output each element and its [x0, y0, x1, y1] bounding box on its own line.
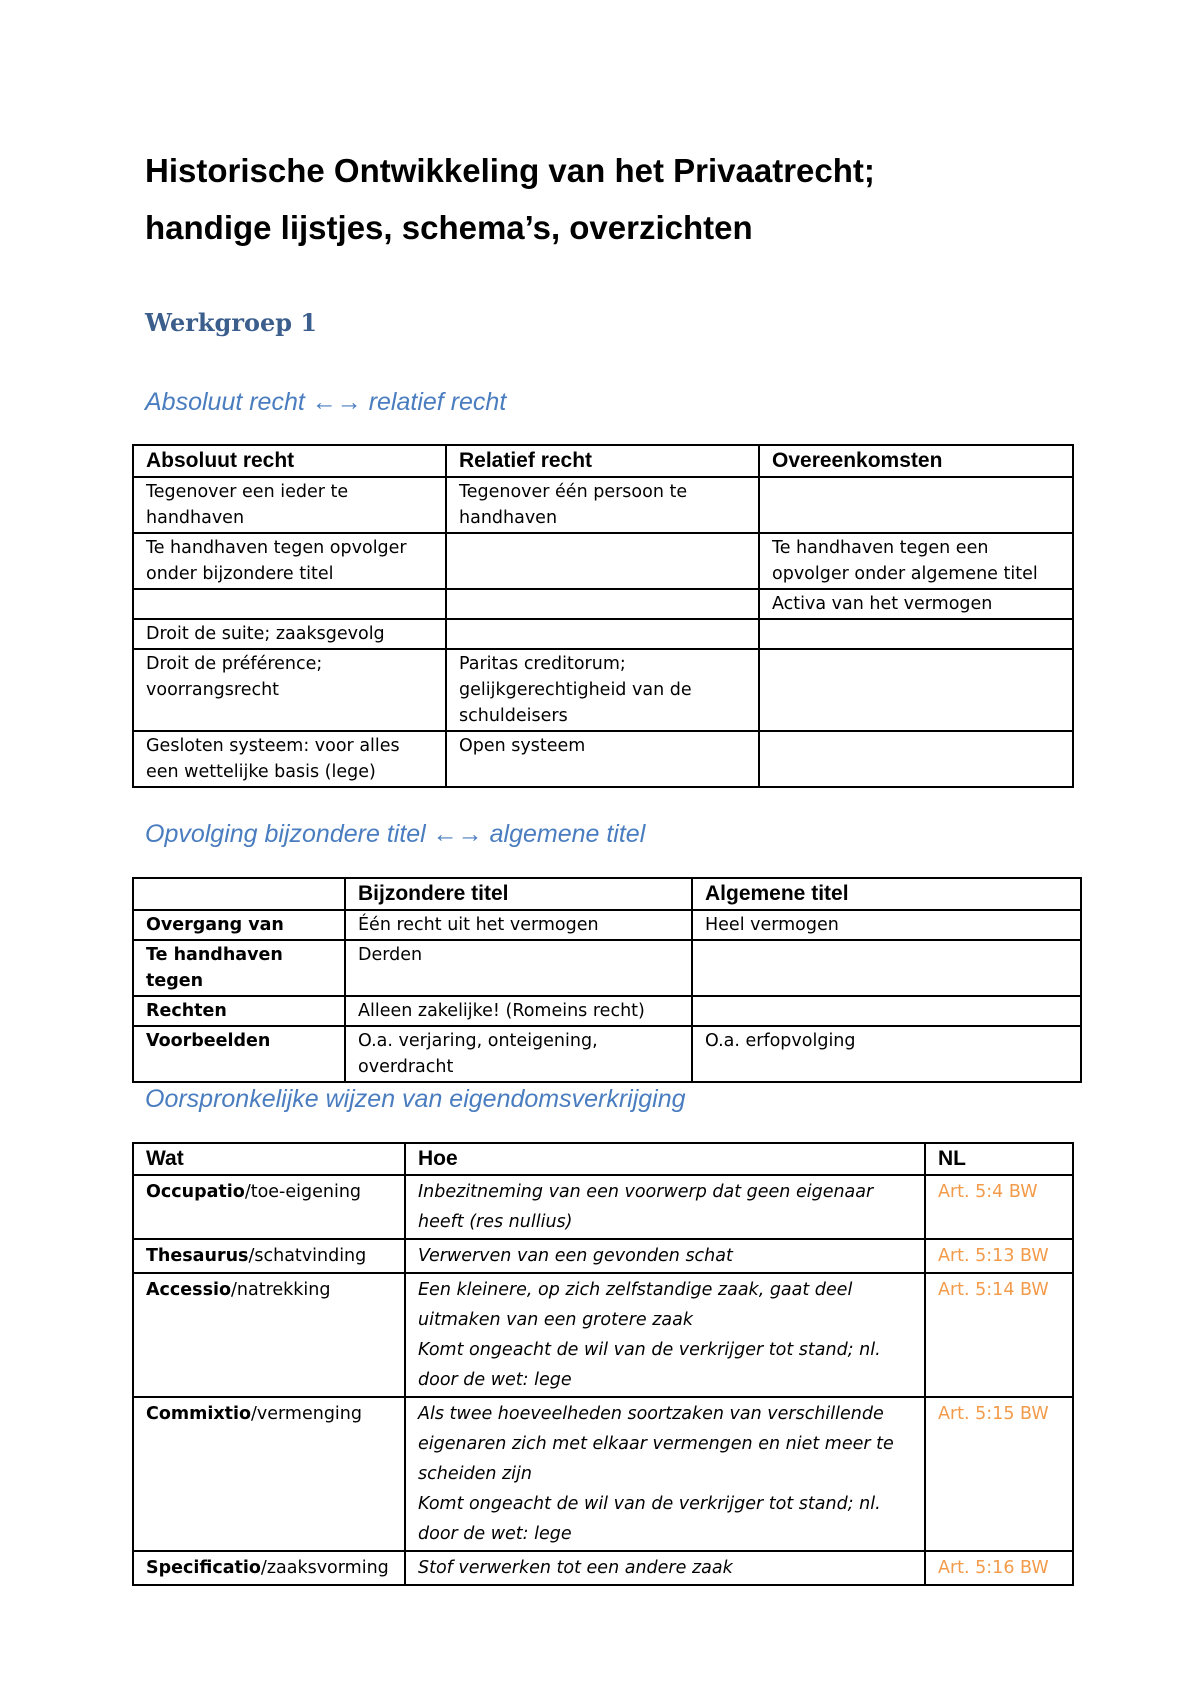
wat-cell [133, 1551, 405, 1585]
hoe-line: Stof verwerken tot een andere zaak [418, 1558, 733, 1578]
absolute-relative-table [132, 444, 1074, 788]
table-row [133, 589, 1073, 619]
table-cell [446, 619, 759, 649]
column-header: NL [925, 1143, 1073, 1175]
table-cell [759, 477, 1073, 533]
table-cell: O.a. verjaring, onteigening, overdracht [345, 1026, 692, 1082]
table-cell: Te handhaven tegen opvolger onder bijzondere titel [133, 533, 446, 589]
hoe-line: Inbezitneming van een voorwerp dat geen eigenaar heeft (res nullius) [418, 1182, 874, 1232]
table-cell: Alleen zakelijke! (Romeins recht) [345, 996, 692, 1026]
dutch-term: /vermenging [251, 1404, 362, 1424]
table-row [133, 731, 1073, 787]
column-header [133, 878, 345, 910]
table-cell [692, 996, 1081, 1026]
table-cell: Één recht uit het vermogen [345, 910, 692, 940]
latin-term: Specificatio [146, 1558, 261, 1578]
table-cell: Tegenover één persoon te handhaven [446, 477, 759, 533]
column-header: Overeenkomsten [759, 445, 1073, 477]
wat-cell [133, 1273, 405, 1397]
article-cell: Art. 5:15 BW [925, 1397, 1073, 1551]
table-cell: Droit de suite; zaaksgevolg [133, 619, 446, 649]
table-header-row [133, 1143, 1073, 1175]
hoe-line: Een kleinere, op zich zelfstandige zaak, gaat deel uitmaken van een grotere zaak [418, 1280, 853, 1330]
dutch-term: /toe-eigening [244, 1182, 362, 1202]
table-cell [692, 940, 1081, 996]
table3-heading: Oorspronkelijke wijzen van eigendomsverkrijging [145, 1085, 686, 1113]
table-row [133, 940, 1081, 996]
table-row [133, 1397, 1073, 1551]
row-header: Overgang van [133, 910, 345, 940]
table-cell: Open systeem [446, 731, 759, 787]
title-line-2: handige lijstjes, schema’s, overzichten [145, 209, 753, 246]
row-header: Voorbeelden [133, 1026, 345, 1082]
table-row [133, 477, 1073, 533]
table-row [133, 649, 1073, 731]
table-cell: Activa van het vermogen [759, 589, 1073, 619]
table2-heading: Opvolging bijzondere titel ←→ algemene titel [145, 820, 646, 848]
row-header: Rechten [133, 996, 345, 1026]
hoe-cell [405, 1175, 925, 1239]
article-cell: Art. 5:14 BW [925, 1273, 1073, 1397]
hoe-cell [405, 1397, 925, 1551]
row-header: Te handhaven tegen [133, 940, 345, 996]
table-cell [759, 731, 1073, 787]
wat-cell [133, 1239, 405, 1273]
article-cell: Art. 5:13 BW [925, 1239, 1073, 1273]
table-cell: Tegenover een ieder te handhaven [133, 477, 446, 533]
column-header: Bijzondere titel [345, 878, 692, 910]
table-row [133, 1551, 1073, 1585]
table-cell: Te handhaven tegen een opvolger onder algemene titel [759, 533, 1073, 589]
column-header: Hoe [405, 1143, 925, 1175]
table-row [133, 533, 1073, 589]
section-heading-werkgroep: Werkgroep 1 [145, 308, 318, 337]
document-title [145, 142, 1105, 256]
table-cell: Derden [345, 940, 692, 996]
table-cell [133, 589, 446, 619]
table-row [133, 910, 1081, 940]
dutch-term: /schatvinding [248, 1246, 367, 1266]
table-row [133, 1239, 1073, 1273]
succession-title-table [132, 877, 1082, 1083]
table-row [133, 1026, 1081, 1082]
column-header: Algemene titel [692, 878, 1081, 910]
table-cell: Paritas creditorum; gelijkgerechtigheid van de schuldeisers [446, 649, 759, 731]
dutch-term: /zaaksvorming [260, 1558, 389, 1578]
hoe-line: Komt ongeacht de wil van de verkrijger tot stand; nl. door de wet: lege [418, 1494, 881, 1544]
column-header: Relatief recht [446, 445, 759, 477]
table-cell [759, 619, 1073, 649]
latin-term: Commixtio [146, 1404, 252, 1424]
table-row [133, 996, 1081, 1026]
article-cell: Art. 5:4 BW [925, 1175, 1073, 1239]
table-cell: O.a. erfopvolging [692, 1026, 1081, 1082]
latin-term: Thesaurus [146, 1246, 249, 1266]
wat-cell [133, 1175, 405, 1239]
table-cell: Gesloten systeem: voor alles een wettelijke basis (lege) [133, 731, 446, 787]
dutch-term: /natrekking [231, 1280, 331, 1300]
hoe-line: Komt ongeacht de wil van de verkrijger tot stand; nl. door de wet: lege [418, 1340, 881, 1390]
table-cell: Droit de préférence; voorrangsrecht [133, 649, 446, 731]
table-cell [446, 533, 759, 589]
acquisition-table [132, 1142, 1074, 1586]
column-header: Absoluut recht [133, 445, 446, 477]
latin-term: Accessio [146, 1280, 232, 1300]
latin-term: Occupatio [146, 1182, 245, 1202]
title-line-1: Historische Ontwikkeling van het Privaatrecht; [145, 152, 875, 189]
hoe-cell [405, 1273, 925, 1397]
table-cell [446, 589, 759, 619]
hoe-line: Als twee hoeveelheden soortzaken van verschillende eigenaren zich met elkaar vermengen en niet meer te scheiden zijn [418, 1404, 894, 1484]
table-cell: Heel vermogen [692, 910, 1081, 940]
hoe-cell [405, 1551, 925, 1585]
article-cell: Art. 5:16 BW [925, 1551, 1073, 1585]
hoe-cell [405, 1239, 925, 1273]
table-cell [759, 649, 1073, 731]
hoe-line: Verwerven van een gevonden schat [418, 1246, 733, 1266]
column-header: Wat [133, 1143, 405, 1175]
table-row [133, 619, 1073, 649]
wat-cell [133, 1397, 405, 1551]
table-row [133, 1175, 1073, 1239]
table-header-row [133, 445, 1073, 477]
table-header-row [133, 878, 1081, 910]
table-row [133, 1273, 1073, 1397]
table1-heading: Absoluut recht ←→ relatief recht [145, 388, 507, 416]
